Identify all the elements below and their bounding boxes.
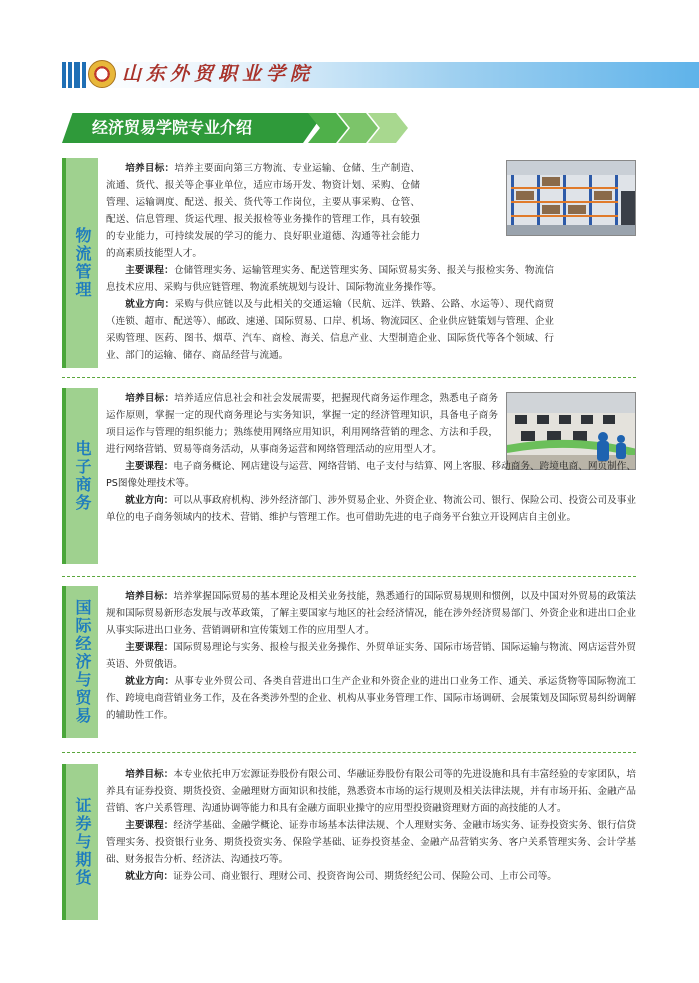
career-paragraph [106, 296, 554, 364]
section-divider [62, 377, 636, 378]
section-body [106, 766, 636, 885]
goal-text: 本专业依托申万宏源证券股份有限公司、华融证券股份有限公司等的先进设施和具有丰富经验的专家团队，培养具有证券投资、期货投资、金融理财方面知识和技能，熟悉资本市场的运行规则及相关法律法规，并有市场开拓、金融产品营销、客户关系管理、沟通协调等能力和具有金融方面职业操守的应用型投资融资理财方面的高技能的人才。 [106, 769, 637, 814]
career-paragraph [106, 492, 636, 526]
goal-paragraph [106, 766, 636, 817]
courses-label: 主要课程： [125, 642, 174, 653]
career-paragraph [106, 868, 636, 885]
section-title: 物流管理 [73, 227, 92, 299]
section-title: 证券与期货 [73, 797, 92, 887]
section-body [106, 588, 636, 724]
section-ecommerce [62, 388, 636, 564]
courses-paragraph [106, 458, 636, 492]
section-side-tab [62, 764, 98, 920]
courses-label: 主要课程： [125, 265, 174, 276]
career-label: 就业方向： [125, 676, 175, 687]
section-logistics [62, 158, 636, 368]
goal-text: 培养掌握国际贸易的基本理论及相关业务技能，熟悉通行的国际贸易规则和惯例，以及中国对外贸易的政策法规和国际贸易新形态发展与改革政策，了解主要国家与地区的社会经济情况，能在涉外经济贸易部门、外资企业和进出口企业从事实际进出口业务、营销调研和宣传策划工作的应用型人才。 [106, 591, 637, 636]
school-emblem-icon [88, 60, 116, 88]
goal-text: 培养适应信息社会和社会发展需要，把握现代商务运作理念，熟悉电子商务运作原则，掌握一定的现代商务理论与实务知识，掌握一定的经济管理知识，具备电子商务项目运作与管理的组织能力；熟练使用网络应用知识，利用网络营销的理念、方法和手段，进行网络营销、贸易等商务活动，从事商务运营和网络管理活动的应用型人才。 [106, 393, 499, 455]
section-side-tab [62, 388, 98, 564]
career-text: 证券公司、商业银行、理财公司、投资咨询公司、期货经纪公司、保险公司、上市公司等。 [173, 871, 557, 882]
career-label: 就业方向： [125, 871, 174, 882]
courses-paragraph [106, 262, 554, 296]
page-header [0, 54, 699, 94]
page-title: 经济贸易学院专业介绍 [92, 118, 253, 137]
title-banner [62, 113, 422, 143]
goal-paragraph [106, 160, 420, 262]
courses-paragraph [106, 817, 636, 868]
courses-text: 国际贸易理论与实务、报检与报关业务操作、外贸单证实务、国际市场营销、国际运输与物流、网店运营外贸英语、外贸俄语。 [106, 642, 637, 670]
career-paragraph [106, 673, 636, 724]
courses-paragraph [106, 639, 636, 673]
section-body [106, 160, 554, 364]
section-title: 电子商务 [73, 440, 92, 512]
career-label: 就业方向： [125, 299, 175, 310]
section-divider [62, 576, 636, 577]
school-name: 山东外贸职业学院 [122, 63, 315, 85]
goal-label: 培养目标： [125, 769, 174, 780]
career-text: 从事专业外贸公司、各类自营进出口生产企业和外资企业的进出口业务工作、通关、承运货物等国际物流工作、跨境电商营销业务工作，及在各类涉外型的企业、机构从事业务管理工作、国际市场调研、会展策划及国际贸易纠纷调解的辅助性工作。 [106, 676, 637, 721]
section-securities-futures [62, 764, 636, 920]
courses-text: 经济学基础、金融学概论、证券市场基本法律法规、个人理财实务、金融市场实务、证券投资实务、银行信贷管理实务、投资银行业务、期货投资实务、保险学基础、证券投资基金、金融产品营销实务、客户关系管理实务、会计学基础、财务报告分析、经济法、沟通技巧等。 [106, 820, 637, 865]
career-text: 可以从事政府机构、涉外经济部门、涉外贸易企业、外资企业、物流公司、银行、保险公司、投资公司及事业单位的电子商务领域内的技术、营销、维护与管理工作。也可借助先进的电子商务平台独立开设网店自主创业。 [106, 495, 637, 523]
section-title: 国际经济与贸易 [73, 599, 92, 725]
section-body [106, 390, 636, 526]
goal-label: 培养目标： [125, 591, 174, 602]
section-divider [62, 752, 636, 753]
section-international-trade [62, 586, 636, 738]
section-side-tab [62, 158, 98, 368]
courses-label: 主要课程： [125, 820, 174, 831]
goal-paragraph [106, 390, 498, 458]
courses-text: 电子商务概论、网店建设与运营、网络营销、电子支付与结算、网上客服、移动商务、跨境电商、网页制作、PS图像处理技术等。 [106, 461, 637, 489]
goal-text: 培养主要面向第三方物流、专业运输、仓储、生产制造、流通、货代、报关等企事业单位，适应市场开发、物资计划、采购、仓储管理、运输调度、配送、报关、货代等工作岗位，主要从事采购、仓管、配送、信息管理、货运代理、报关报检等业务操作的管理工作，具有较强的专业能力，可持续发展的学习的能力、良好职业道德、沟通等社会能力的高素质技能型人才。 [106, 163, 421, 259]
courses-text: 仓储管理实务、运输管理实务、配送管理实务、国际贸易实务、报关与报检实务、物流信息技术应用、采购与供应链管理、物流系统规划与设计、国际物流业务操作等。 [106, 265, 555, 293]
section-side-tab [62, 586, 98, 738]
career-label: 就业方向： [125, 495, 174, 506]
goal-label: 培养目标： [125, 163, 175, 174]
goal-label: 培养目标： [125, 393, 175, 404]
career-text: 采购与供应链以及与此相关的交通运输（民航、远洋、铁路、公路、水运等）、现代商贸（连锁、超市、配送等）、邮政、速递、国际贸易、口岸、机场、物流园区、企业供应链策划与管理、企业采购管理、医药、图书、烟草、汽车、商检、海关、信息产业、大型制造企业、国际货代等各个领域、行业、部门的运输、储存、商品经营与流通。 [106, 299, 555, 361]
goal-paragraph [106, 588, 636, 639]
courses-label: 主要课程： [125, 461, 174, 472]
